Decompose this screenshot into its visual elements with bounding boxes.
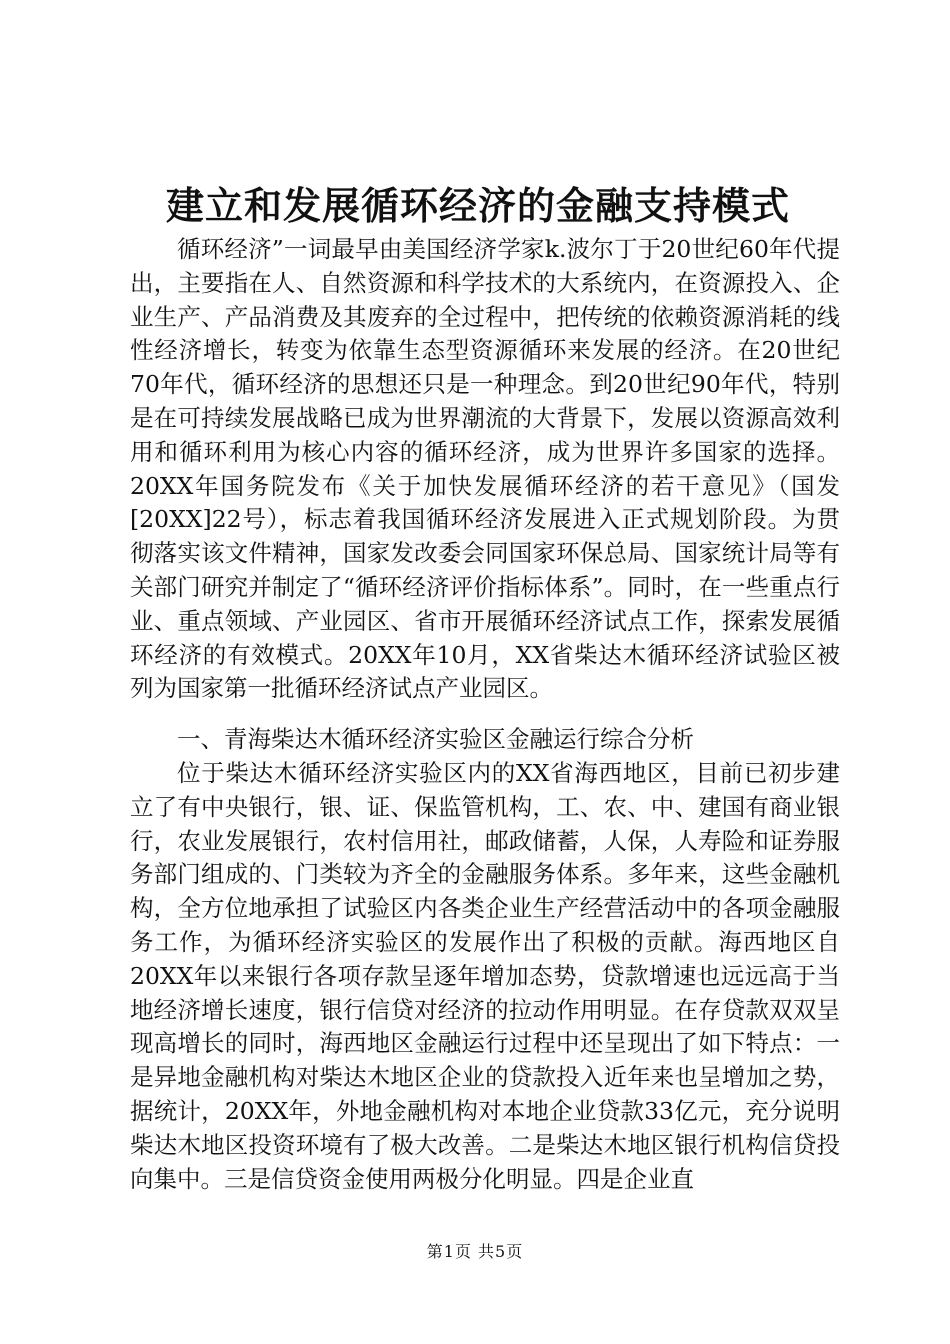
section-heading: 一、青海柴达木循环经济实验区金融运行综合分析 <box>177 725 694 753</box>
intro-paragraph: 循环经济”一词最早由美国经济学家k.波尔丁于20世纪60年代提出，主要指在人、自然资源和科学技术的大系统内，在资源投入、企业生产、产品消费及其废弃的全过程中，把传统的依赖资源消耗的线性经济增长，转变为依靠生态型资源循环来发展的经济。在20世纪70年代，循环经济的思想还只是一种理念。到20世纪90年代，特别是在可持续发展战略已成为世界潮流的大背景下，发展以资源高效利用和循环利用为核心内容的循环经济，成为世界许多国家的选择。20XX年国务院发布《关于加快发展循环经济的若干意见》（国发[20XX]22号），标志着我国循环经济发展进入正式规划阶段。为贯彻落实该文件精神，国家发改委会同国家环保总局、国家统计局等有关部门研究并制定了“循环经济评价指标体系”。同时，在一些重点行业、重点领域、产业园区、省市开展循环经济试点工作，探索发展循环经济的有效模式。20XX年10月，XX省柴达木循环经济试验区被列为国家第一批循环经济试点产业园区。 <box>130 235 840 703</box>
section-paragraph: 位于柴达木循环经济实验区内的XX省海西地区，目前已初步建立了有中央银行，银、证、保监管机构，工、农、中、建国有商业银行，农业发展银行，农村信用社，邮政储蓄，人保，人寿险和证券服务部门组成的、门类较为齐全的金融服务体系。多年来，这些金融机构，全方位地承担了试验区内各类企业生产经营活动中的各项金融服务工作，为循环经济实验区的发展作出了积极的贡献。海西地区自20XX年以来银行各项存款呈逐年增加态势，贷款增速也远远高于当地经济增长速度，银行信贷对经济的拉动作用明显。在存贷款双双呈现高增长的同时，海西地区金融运行过程中还呈现出了如下特点：一是异地金融机构对柴达木地区企业的贷款投入近年来也呈增加之势，据统计，20XX年，外地金融机构对本地企业贷款33亿元，充分说明柴达木地区投资环境有了极大改善。二是柴达木地区银行机构信贷投向集中。三是信贷资金使用两极分化明显。四是企业直 <box>130 759 840 1193</box>
page-footer: 第1页 共5页 <box>426 1242 524 1261</box>
document-title: 建立和发展循环经济的金融支持模式 <box>165 183 790 228</box>
